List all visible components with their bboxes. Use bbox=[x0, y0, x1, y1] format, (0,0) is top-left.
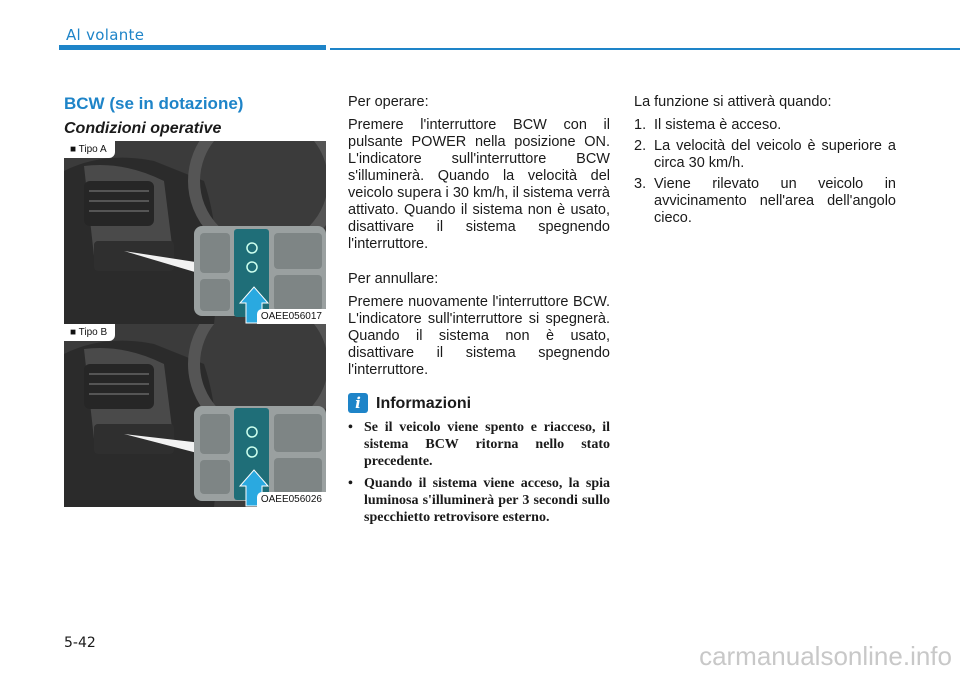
info-icon: i bbox=[348, 393, 368, 413]
activation-heading: La funzione si attiverà quando: bbox=[634, 94, 832, 110]
list-item: • Quando il sistema viene acceso, la spia luminosa s'illuminerà per 3 secondi sullo specchietto retrovisore esterno. bbox=[348, 476, 610, 525]
list-item: • Se il veicolo viene spento e riacceso, il sistema BCW ritorna nello stato precedente. bbox=[348, 420, 610, 469]
dashboard-switch-illustration bbox=[64, 141, 326, 324]
list-item: 1. Il sistema è acceso. bbox=[634, 117, 782, 133]
right-column bbox=[634, 94, 896, 231]
header-rule-thin bbox=[330, 48, 960, 50]
cancel-heading: Per annullare: bbox=[348, 271, 439, 287]
activation-list bbox=[634, 117, 896, 227]
subsection-title: Condizioni operative bbox=[64, 120, 222, 137]
figure-code: OAEE056026 bbox=[257, 492, 326, 507]
section-title: BCW (se in dotazione) bbox=[64, 94, 244, 113]
operate-heading: Per operare: bbox=[348, 94, 429, 110]
info-bullets bbox=[348, 419, 610, 526]
page-number: 5-42 bbox=[64, 635, 96, 651]
operate-text: Premere l'interruttore BCW con il pulsante POWER nella posizione ON. L'indicatore sull'interruttore BCW s'illuminerà. Quando la velocità del veicolo supera i 30 km/h, il sistema verrà attivato. Quando il sistema non è usato, disattivare il sistema spegnendo l'interruttore. bbox=[348, 117, 610, 252]
list-item: 3. Viene rilevato un veicolo in avvicinamento nell'area dell'angolo cieco. bbox=[634, 176, 896, 226]
header-rule-thick bbox=[59, 45, 326, 50]
figure-tipo-b bbox=[64, 324, 326, 507]
cancel-text: Premere nuovamente l'interruttore BCW. L'indicatore sull'interruttore si spegnerà. Quando il sistema non è usato, disattivare il sistema spegnendo l'interruttore. bbox=[348, 294, 610, 378]
middle-column bbox=[348, 94, 610, 531]
info-title: Informazioni bbox=[376, 394, 472, 412]
figure-tipo-a bbox=[64, 141, 326, 324]
dashboard-switch-illustration bbox=[64, 324, 326, 507]
list-item: 2. La velocità del veicolo è superiore a circa 30 km/h. bbox=[634, 138, 896, 171]
figure-type-label: ■ Tipo B bbox=[64, 324, 115, 341]
info-header bbox=[348, 393, 610, 413]
figure-code: OAEE056017 bbox=[257, 309, 326, 324]
header-title: Al volante bbox=[66, 26, 145, 44]
watermark: carmanualsonline.info bbox=[699, 641, 952, 671]
figure-type-label: ■ Tipo A bbox=[64, 141, 115, 158]
